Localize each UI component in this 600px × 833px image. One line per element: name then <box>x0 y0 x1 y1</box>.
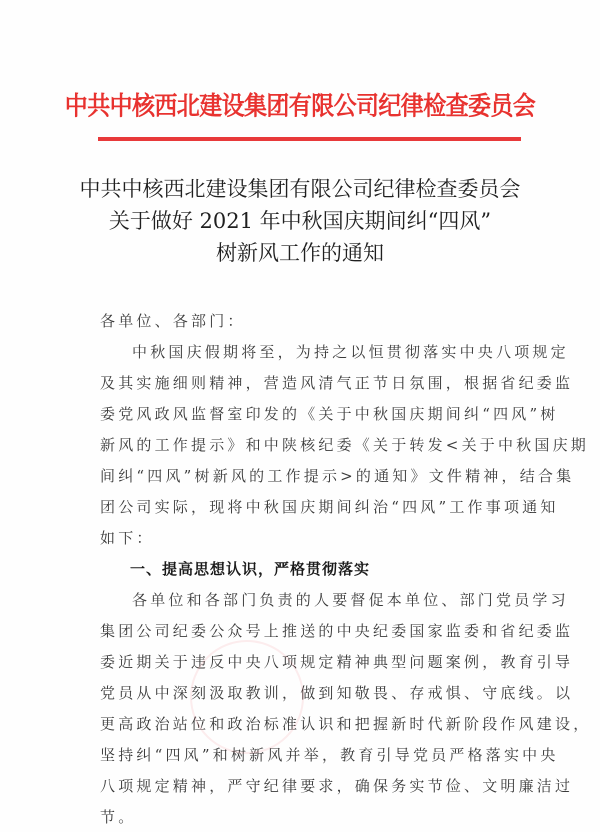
salutation: 各单位、各部门： <box>100 312 246 330</box>
paragraph-2-line-1: 各单位和各部门负责的人要督促本单位、部门党员学习 <box>132 591 569 609</box>
paragraph-1-line-4: 新风的工作提示》和中陕核纪委《关于转发<关于中秋国庆期 <box>100 436 589 454</box>
paragraph-2-line-6: 坚持纠“四风”和树新风并举，教育引导党员严格落实中央 <box>100 746 559 764</box>
document-body <box>100 306 592 833</box>
paragraph-2-line-2: 集团公司纪委公众号上推送的中央纪委国家监委和省纪委监 <box>100 622 574 640</box>
paragraph-2-line-4: 党员从中深刻汲取教训，做到知敬畏、存戒惧、守底线。以 <box>100 684 574 702</box>
paragraph-1-line-1: 中秋国庆假期将至，为持之以恒贯彻落实中央八项规定 <box>132 343 569 361</box>
paragraph-2-line-5: 更高政治站位和政治标准认识和把握新时代新阶段作风建设， <box>100 715 592 733</box>
paragraph-2-line-7: 八项规定精神，严守纪律要求，确保务实节俭、文明廉洁过 <box>100 777 574 795</box>
paragraph-2-line-3: 委近期关于违反中央八项规定精神典型问题案例，教育引导 <box>100 653 574 671</box>
letterhead-organization: 中共中核西北建设集团有限公司纪律检查委员会 <box>64 92 536 122</box>
section-1-heading: 一、提高思想认识，严格贯彻落实 <box>130 560 371 578</box>
paragraph-1-line-3: 委党风政风监督室印发的《关于中秋国庆期间纠“四风”树 <box>100 405 559 423</box>
document-title <box>0 173 600 269</box>
title-line-2: 关于做好 2021 年中秋国庆期间纠“四风” <box>108 209 492 233</box>
title-line-3: 树新风工作的通知 <box>216 241 384 265</box>
paragraph-1-line-6: 团公司实际，现将中秋国庆期间纠治“四风”工作事项通知 <box>100 498 559 516</box>
paragraph-1-line-5: 间纠“四风”树新风的工作提示>的通知》文件精神，结合集 <box>100 467 575 485</box>
paragraph-1-line-7: 如下： <box>100 529 155 547</box>
paragraph-1-line-2: 及其实施细则精神，营造风清气正节日氛围，根据省纪委监 <box>100 374 574 392</box>
title-line-1: 中共中核西北建设集团有限公司纪律检查委员会 <box>79 177 521 201</box>
paragraph-2-line-8: 节。 <box>100 808 137 826</box>
letterhead-red-rule <box>98 137 521 141</box>
